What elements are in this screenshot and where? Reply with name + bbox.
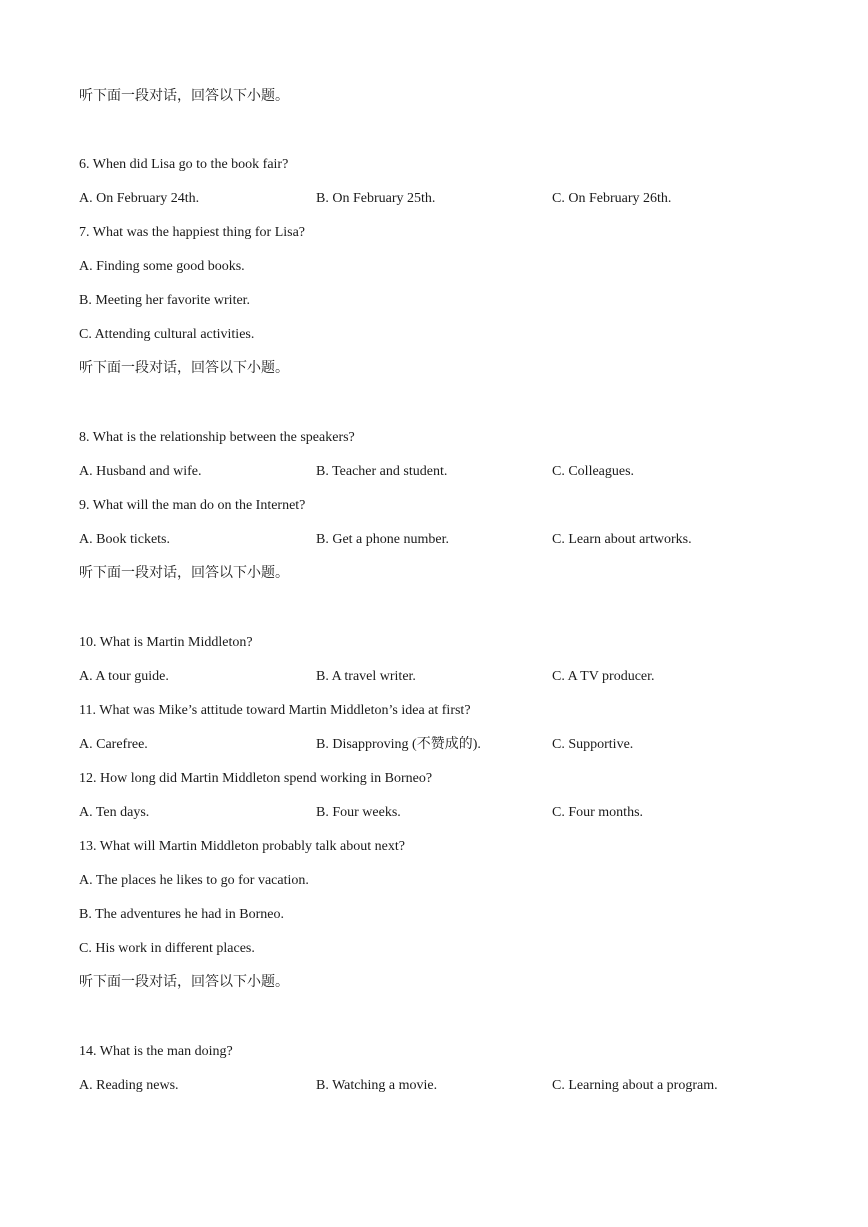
- option-a: A. The places he likes to go for vacation.: [79, 873, 309, 888]
- question-9-options: [79, 530, 799, 550]
- option-a: A. Reading news.: [79, 1078, 179, 1093]
- option-a: A. Husband and wife.: [79, 464, 202, 479]
- option-b: B. The adventures he had in Borneo.: [79, 907, 285, 922]
- question-14-options: [79, 1076, 799, 1096]
- option-c: C. His work in different places.: [79, 941, 255, 956]
- option-b: B. Watching a movie.: [316, 1078, 438, 1093]
- question-12-options: [79, 803, 799, 823]
- option-b: B. A travel writer.: [316, 669, 416, 684]
- option-a: A. On February 24th.: [79, 191, 200, 206]
- section-instruction: 听下面一段对话，回答以下小题。: [79, 975, 289, 990]
- section-instruction: 听下面一段对话，回答以下小题。: [79, 361, 289, 376]
- question-6-text: 6. When did Lisa go to the book fair?: [79, 157, 289, 172]
- option-a: A. Ten days.: [79, 805, 150, 820]
- option-c: C. Learn about artworks.: [552, 532, 692, 547]
- question-11-options: [79, 735, 799, 755]
- question-12-text: 12. How long did Martin Middleton spend working in Borneo?: [79, 771, 433, 786]
- option-a: A. Book tickets.: [79, 532, 170, 547]
- option-c: C. Supportive.: [552, 737, 634, 752]
- question-9-text: 9. What will the man do on the Internet?: [79, 498, 306, 513]
- option-b: B. Meeting her favorite writer.: [79, 293, 251, 308]
- option-a: A. Finding some good books.: [79, 259, 245, 274]
- question-8-text: 8. What is the relationship between the speakers?: [79, 430, 355, 445]
- option-b: B. Four weeks.: [316, 805, 401, 820]
- option-c: C. A TV producer.: [552, 669, 655, 684]
- option-b: B. Teacher and student.: [316, 464, 448, 479]
- option-c: C. Colleagues.: [552, 464, 635, 479]
- question-6-options: [79, 189, 799, 209]
- question-10-text: 10. What is Martin Middleton?: [79, 635, 253, 650]
- option-c: C. Learning about a program.: [552, 1078, 718, 1093]
- option-b: B. Disapproving (不赞成的).: [316, 737, 481, 752]
- question-11-text: 11. What was Mike’s attitude toward Martin Middleton’s idea at first?: [79, 703, 471, 718]
- question-7-text: 7. What was the happiest thing for Lisa?: [79, 225, 306, 240]
- option-b: B. On February 25th.: [316, 191, 436, 206]
- option-c: C. Four months.: [552, 805, 644, 820]
- option-b: B. Get a phone number.: [316, 532, 449, 547]
- question-13-text: 13. What will Martin Middleton probably talk about next?: [79, 839, 405, 854]
- section-instruction: 听下面一段对话，回答以下小题。: [79, 89, 289, 104]
- option-a: A. A tour guide.: [79, 669, 169, 684]
- question-8-options: [79, 462, 799, 482]
- section-instruction: 听下面一段对话，回答以下小题。: [79, 566, 289, 581]
- option-c: C. On February 26th.: [552, 191, 672, 206]
- question-10-options: [79, 667, 799, 687]
- option-c: C. Attending cultural activities.: [79, 327, 255, 342]
- option-a: A. Carefree.: [79, 737, 148, 752]
- question-14-text: 14. What is the man doing?: [79, 1044, 233, 1059]
